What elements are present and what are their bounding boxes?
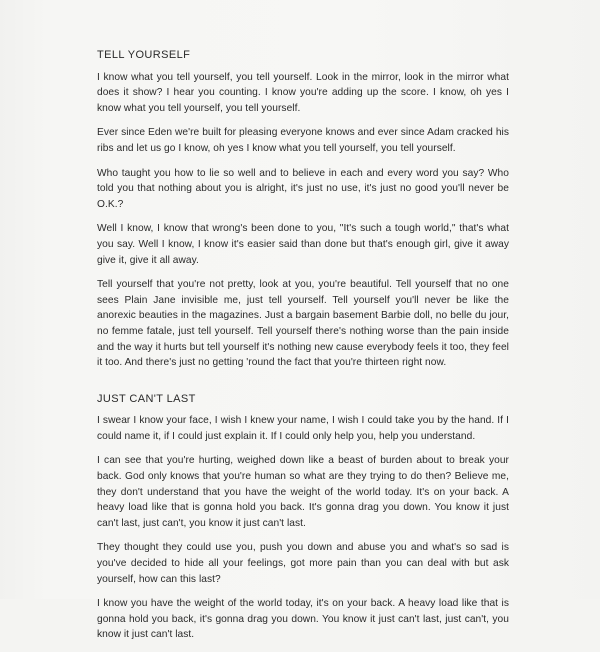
- song-tell-yourself: [97, 48, 509, 371]
- verse: I can see that you're hurting, weighed down like a beast of burden about to break your back. God only knows that you're human so what are they trying to do then? Believe me, they don't understand that you have the weight of the world today. It's on your back. A heavy load like that is gonna hold you back. It's gonna drag you down. You know it just can't last, just can't, you know it just can't last.: [97, 455, 509, 529]
- verse: Who taught you how to lie so well and to believe in each and every word you say? Who told you that nothing about you is alright, it's just no use, it's just no good you'll never be O.K.?: [97, 167, 509, 210]
- verse: I swear I know your face, I wish I knew your name, I wish I could take you by the hand. If I could name it, if I could just explain it. If I could only help you, help you understand.: [97, 415, 509, 442]
- verse: I know what you tell yourself, you tell yourself. Look in the mirror, look in the mirror what does it show? I hear you counting. I know you're adding up the score. I know, oh yes I know what you tell yourself, you tell yourself.: [97, 71, 509, 114]
- verse: Tell yourself that you're not pretty, look at you, you're beautiful. Tell yourself that no one sees Plain Jane invisible me, just tell yourself. Tell yourself you'll never be like the anorexic beauties in the magazines. Just a bargain basement Barbie doll, no belle du jour, no femme fatale, just tell yourself. Tell yourself there's nothing worse than the pain inside and the way it hurts but tell yourself it's nothing new cause everybody feels it too, they feel it too. And there's just no getting 'round the fact that you're thirteen right now.: [97, 279, 509, 369]
- song-title: JUST CAN'T LAST: [97, 392, 196, 405]
- song-just-cant-last: [97, 392, 509, 643]
- verse: They thought they could use you, push you down and abuse you and what's so sad is you've decided to hide all your feelings, got more pain than you can deal with but ask yourself, how can this last?: [97, 542, 509, 585]
- verse: Ever since Eden we're built for pleasing everyone knows and ever since Adam cracked his ribs and let us go I know, oh yes I know what you tell yourself, you tell yourself.: [97, 127, 509, 154]
- verse: I know you have the weight of the world today, it's on your back. A heavy load like that is gonna hold you back, it's gonna drag you down. You know it just can't last, just can't, you know it just can't last.: [97, 598, 509, 641]
- lyrics-content: [97, 48, 509, 652]
- song-title: TELL YOURSELF: [97, 49, 191, 61]
- verse: Well I know, I know that wrong's been done to you, "It's such a tough world," that's what you say. Well I know, I know it's easier said than done but that's enough girl, give it away give it, give it all away.: [97, 223, 509, 266]
